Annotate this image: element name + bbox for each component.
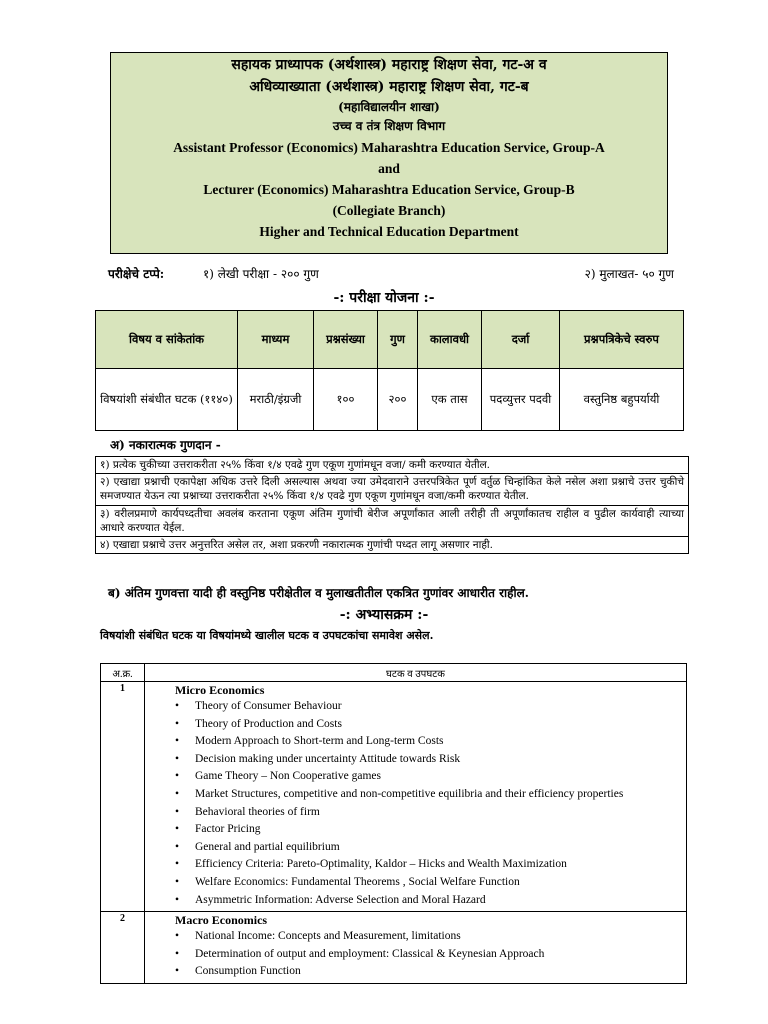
stages-label: परीक्षेचे टप्पे: [108,267,165,281]
list-item: • Asymmetric Information: Adverse Selection and Moral Hazard [175,892,678,910]
table-row [96,457,689,474]
title-marathi-line-3: (महाविद्यालयीन शाखा) [338,100,440,114]
title-english-line-3: Lecturer (Economics) Maharashtra Education Service, Group-B [203,181,575,197]
table-cell: २०० [378,369,418,431]
syllabus-heading: -: अभ्यासक्रम :- [339,607,429,623]
table-cell: एक तास [418,369,482,431]
table-cell: पदव्युत्तर पदवी [482,369,560,431]
stage-written-exam: १) लेखी परीक्षा - २०० गुण [203,267,319,281]
unit-number: 1 [101,682,145,912]
negative-marking-heading: अ) नकारात्मक गुणदान - [110,438,221,452]
topic-list [175,928,678,981]
table-header-row [96,311,684,369]
list-item: • General and partial equilibrium [175,839,678,857]
column-header: कालावधी [418,311,482,369]
syllabus-table [100,663,687,984]
table-row [96,536,689,553]
column-header: गुण [378,311,418,369]
table-cell: मराठी/इंग्रजी [238,369,314,431]
list-item: • National Income: Concepts and Measurement, limitations [175,928,678,946]
table-row [96,474,689,505]
title-english-line-4: (Collegiate Branch) [332,202,446,218]
table-row [101,912,687,984]
list-item: • Efficiency Criteria: Pareto-Optimality, Kaldor – Hicks and Wealth Maximization [175,856,678,874]
table-cell: १०० [314,369,378,431]
table-cell: विषयांशी संबंधीत घटक (११४०) [96,369,238,431]
table-row [96,505,689,536]
rule-1: १) प्रत्येक चुकीच्या उत्तराकरीता २५% किंवा १/४ एवढे गुण एकूण गुणांमधून वजा/ कमी करण्यात येतील. [96,457,689,474]
column-header: प्रश्नसंख्या [314,311,378,369]
list-item: • Behavioral theories of firm [175,804,678,822]
list-item: • Welfare Economics: Fundamental Theorems , Social Welfare Function [175,874,678,892]
list-item: • Determination of output and employment: Classical & Keynesian Approach [175,946,678,964]
unit-title: Macro Economics [175,913,268,928]
exam-scheme-table [95,310,684,431]
column-header-number: अ.क्र. [101,664,145,682]
unit-title: Micro Economics [175,683,265,697]
title-marathi-line-2: अधिव्याख्याता (अर्थशास्त्र) महाराष्ट्र शिक्षण सेवा, गट-ब [249,78,529,95]
title-marathi-line-1: सहायक प्राध्यापक (अर्थशास्त्र) महाराष्ट्र शिक्षण सेवा, गट-अ व [231,57,547,73]
topic-list [175,698,678,909]
table-header-row [101,664,687,682]
column-header: दर्जा [482,311,560,369]
unit-content [145,912,687,984]
title-english-line-2: and [378,160,400,176]
title-block [110,52,668,254]
list-item: • Modern Approach to Short-term and Long-term Costs [175,733,678,751]
syllabus-note: विषयांशी संबंधित घटक या विषयांमध्ये खालील घटक व उपघटकांचा समावेश असेल. [100,629,434,642]
title-english-line-5: Higher and Technical Education Department [259,223,519,239]
exam-scheme-heading: -: परीक्षा योजना :- [333,290,435,306]
column-header: प्रश्नपत्रिकेचे स्वरुप [560,311,684,369]
final-merit-note: ब) अंतिम गुणवत्ता यादी ही वस्तुनिष्ठ परीक्षेतील व मुलाखतीतील एकत्रित गुणांवर आधारीत राहील. [108,586,529,600]
column-header-topic: घटक व उपघटक [145,664,687,682]
stage-interview: २) मुलाखत- ५० गुण [584,267,674,281]
table-row [96,369,684,431]
title-english-line-1: Assistant Professor (Economics) Maharashtra Education Service, Group-A [173,140,605,155]
list-item: • Game Theory – Non Cooperative games [175,768,678,786]
rule-4: ४) एखाद्या प्रश्नाचे उत्तर अनुत्तरित असेल तर, अशा प्रकरणी नकारात्मक गुणांची पध्दत लागू असणार नाही. [96,536,689,553]
table-row [101,682,687,912]
unit-content [145,682,687,912]
table-cell: वस्तुनिष्ठ बहुपर्यायी [560,369,684,431]
column-header: माध्यम [238,311,314,369]
list-item: • Decision making under uncertainty Attitude towards Risk [175,751,678,769]
list-item: • Consumption Function [175,963,678,981]
list-item: • Theory of Production and Costs [175,716,678,734]
list-item: • Theory of Consumer Behaviour [175,698,678,716]
unit-number: 2 [101,912,145,984]
negative-marking-rules [95,456,689,554]
column-header: विषय व सांकेतांक [96,311,238,369]
title-marathi-line-4: उच्च व तंत्र शिक्षण विभाग [332,119,446,133]
list-item: • Market Structures, competitive and non-competitive equilibria and their efficiency properties [175,786,678,804]
rule-3: ३) वरीलप्रमाणे कार्यपध्दतीचा अवलंब करताना एकूण अंतिम गुणांची बेरीज अपूर्णांकात आली तरीही ती अपूर्णांकातच राहील व पुढील कार्यवाही त्याच्या आधारे करण्यात येईल. [96,505,689,536]
list-item: • Factor Pricing [175,821,678,839]
rule-2: २) एखाद्या प्रश्नाची एकापेक्षा अधिक उत्तरे दिली असल्यास अथवा ज्या उमेदवाराने उत्तरपत्रिकेत पूर्ण वर्तुळ चिन्हांकित केले नसेल अशा प्रश्नाचे उत्तर चुकीचे समजण्यात येऊन त्या प्रश्नाच्या उत्तराकरीता २५% किंवा १/४ एवढे गुण एकूण गुणांमधून वजा/कमी करण्यात येतील. [96,474,689,505]
